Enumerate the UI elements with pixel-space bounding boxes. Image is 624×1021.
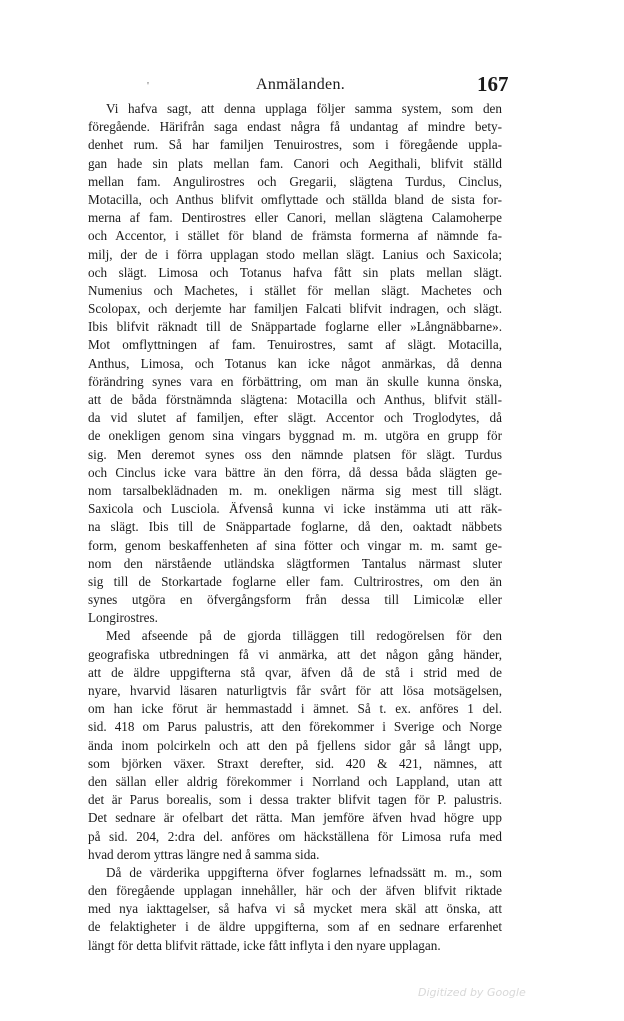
text-line: den föregående upplagan innehåller, här och der äfven blifvit riktade [88, 883, 502, 899]
text-line: sid. 418 om Parus palustris, att den förekommer i Sverige och Norge [88, 719, 502, 735]
running-header-title: Anmälanden. [256, 76, 346, 93]
text-line: Ibis blifvit räknadt till de Snäppartade foglarne eller »Långnäbbarne». [88, 319, 502, 335]
text-line: na slägt. Ibis till de Snäppartade foglarne, då den, oaktadt näbbets [88, 519, 502, 535]
text-line: Longirostres. [88, 610, 158, 626]
text-line: och slägt. Limosa och Totanus hafva fått sin plats mellan slägt. [88, 264, 502, 280]
text-line: Då de värderika uppgifterna öfver foglarnes lefnadssätt m. m., som [106, 864, 502, 880]
text-line: som björken växer. Straxt derefter, sid. 420 & 421, nämnes, att [88, 755, 502, 771]
text-line: den sällan eller aldrig förekommer i Norrland och Lappland, utan att [88, 773, 502, 789]
text-line: och Cinclus icke vara bättre än den förra, då dessa båda slägten ge- [88, 464, 502, 480]
text-line: geografiska utbredningen få vi anmärka, att det någon gång händer, [88, 646, 502, 662]
text-line: synes utgöra en öfvergångsform från dessa till Limicolæ eller [88, 592, 502, 608]
text-line: de felaktigheter i de äldre uppgifterna, som af en sednare erfarenhet [88, 919, 502, 935]
text-line: mellan fam. Angulirostres och Gregarii, slägtena Turdus, Cinclus, [88, 173, 502, 189]
text-line: hvad derom yttras längre ned å samma sida. [88, 846, 320, 862]
text-line: ända inom polcirkeln och att den på fjellens sidor går så långt upp, [88, 737, 502, 753]
text-line: nyare, hvarvid läsaren naturligtvis får svårt för att lösa motsägelsen, [88, 683, 502, 698]
text-line: Det sednare är ofelbart det rätta. Man jemföre äfven hvad högre upp [88, 810, 502, 826]
text-line: gan hade sin plats mellan fam. Canori och Aegithali, blifvit ställd [88, 155, 502, 171]
text-line: Anthus, Limosa, och Totanus kan icke något anmärkas, då denna [88, 355, 502, 371]
text-line: föregående. Härifrån saga endast några få undantag af mindre bety- [88, 119, 502, 135]
text-line: Vi hafva sagt, att denna upplaga följer samma system, som den [106, 101, 502, 116]
text-line: Mot omflyttningen af fam. Tenuirostres, samt af slägt. Motacilla, [88, 337, 502, 353]
text-line: nom tarsalbeklädnaden m. m. onekligen närma sig mest till slägt. [88, 482, 502, 498]
text-line: nom den närstående utländska slägtformen Tantalus närmast sluter [88, 555, 502, 571]
text-line: om han icke förut är hemmastadd i ämnet. Så t. ex. anföres 1 del. [88, 701, 502, 717]
text-line: de onekligen genom sina vingars byggnad m. m. utgöra en grupp för [88, 428, 502, 444]
text-line: sig. Men deremot synes oss den nämnde platsen för slägt. Turdus [88, 446, 502, 462]
text-line: på sid. 204, 2:dra del. anföres om häckställena för Limosa rufa med [88, 828, 502, 844]
text-line: att de äldre uppgifterna stå qvar, äfven då de stå i strid med de [88, 664, 502, 680]
text-line: Motacilla, och Anthus blifvit omflyttade och ställda bland de sista for- [88, 191, 502, 207]
text-line: merna af fam. Dentirostres eller Canori, mellan slägtena Calamoherpe [88, 210, 502, 226]
text-line: da vid slutet af familjen, efter slägt. Accentor och Troglodytes, då [88, 410, 502, 426]
text-line: Saxicola och Lusciola. Äfvenså kunna vi icke instämma uti att räk- [88, 501, 502, 517]
digitization-watermark: Digitized by Google [418, 986, 526, 999]
body-text [88, 100, 502, 955]
text-line: förändring synes vara en förbättring, om man än skulle kunna önska, [88, 373, 502, 389]
text-line: denhet rum. Så har familjen Tenuirostres, som i föregående uppla- [88, 137, 502, 153]
header-mark: ' [147, 80, 149, 92]
page-number: 167 [477, 72, 509, 96]
text-line: att de båda förstnämnda slägtena: Motacilla och Anthus, blifvit ställ- [88, 392, 502, 407]
text-line: och Accentor, i stället för bland de främsta formerna af nämnde fa- [88, 228, 502, 244]
text-line: Scolopax, och derjemte har familjen Falcati blifvit indragen, och slägt. [88, 301, 502, 317]
text-line: Med afseende på de gjorda tilläggen till redogörelsen för den [106, 628, 502, 644]
text-line: form, genom beskaffenheten af sina fötter och vingar m. m. samt ge- [88, 537, 502, 553]
text-line: med nya iakttagelser, så hafva vi så mycket mera skäl att önska, att [88, 901, 502, 917]
text-line: det är Parus borealis, som i dessa trakter blifvit tagen för P. palustris. [88, 792, 502, 808]
text-line: längt för detta blifvit rättade, icke fått inflyta i den nyare upplagan. [88, 937, 441, 953]
text-line: milj, der de i förra upplagan stodo mellan slägt. Lanius och Saxicola; [88, 246, 502, 262]
text-line: sig till de Storkartade foglarne eller fam. Cultrirostres, om den än [88, 573, 502, 589]
text-line: Numenius och Machetes, i stället för mellan slägt. Machetes och [88, 282, 502, 298]
